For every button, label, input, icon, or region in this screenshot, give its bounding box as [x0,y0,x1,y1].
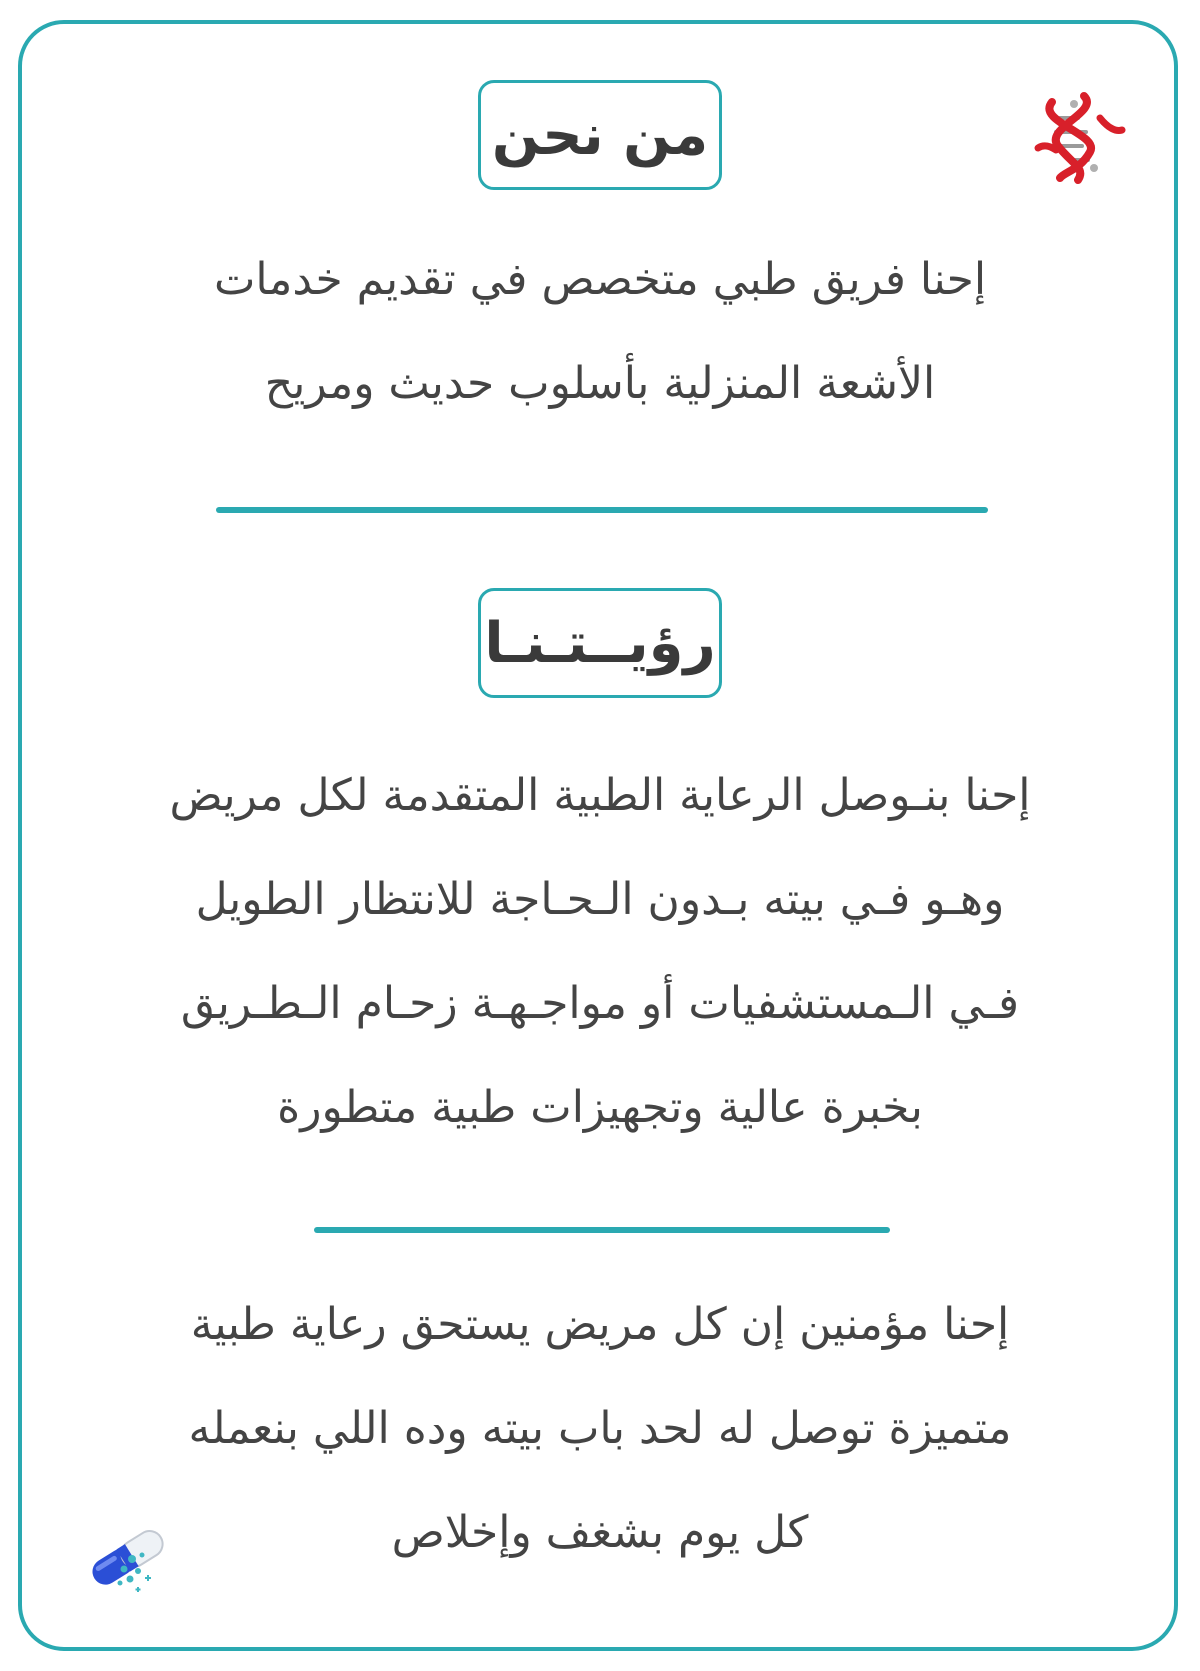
vision-text [60,744,1140,1160]
belief-text [60,1273,1140,1585]
belief-line-3: كل يوم بشغف وإخلاص [391,1507,809,1558]
vision-line-2: وهـو فـي بيته بـدون الـحـاجة للانتظار الطويل [195,874,1005,925]
dna-icon [1030,88,1126,184]
about-text [60,228,1140,436]
about-line-2: الأشعة المنزلية بأسلوب حديث ومريح [264,358,936,409]
vision-line-1: إحنا بنـوصل الرعاية الطبية المتقدمة لكل مريض [169,770,1031,821]
divider-middle [314,1227,890,1233]
vision-title: رؤيــتـنـا [478,588,722,698]
vision-line-4: بخبرة عالية وتجهيزات طبية متطورة [277,1082,923,1133]
vision-line-3: فـي الـمستشفيات أو مواجـهـة زحـام الـطـريق [180,978,1020,1029]
divider-top [216,507,988,513]
pill-capsule-icon [82,1515,172,1595]
belief-line-1: إحنا مؤمنين إن كل مريض يستحق رعاية طبية [190,1299,1010,1350]
about-title: من نحن [478,80,722,190]
about-line-1: إحنا فريق طبي متخصص في تقديم خدمات [213,254,987,305]
belief-line-2: متميزة توصل له لحد باب بيته وده اللي بنعمله [188,1403,1012,1454]
